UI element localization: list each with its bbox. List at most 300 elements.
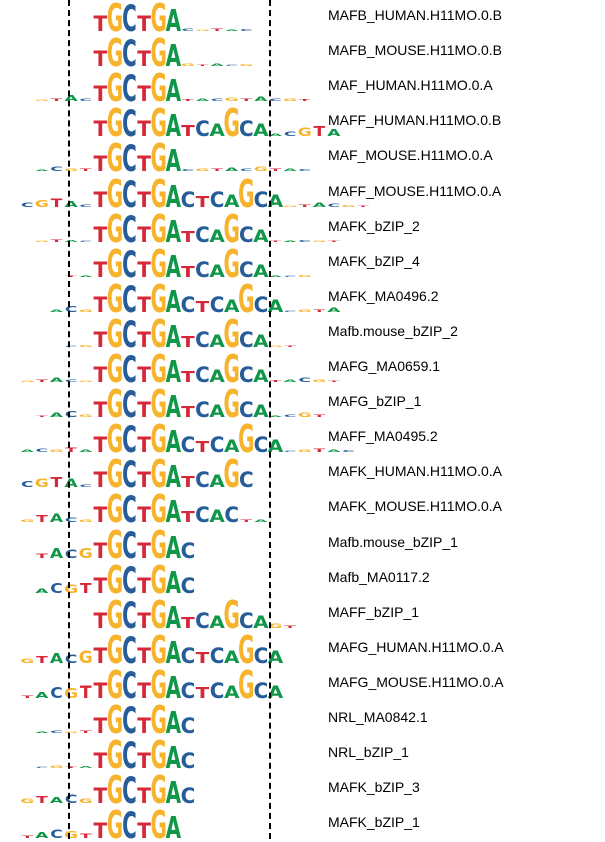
sequence-logo [0,769,330,814]
logo-letter-g: G [238,628,255,673]
logo-letter-c: C [195,222,210,247]
motif-label: Mafb.mouse_bZIP_2 [328,322,458,339]
logo-letter-t: T [181,403,195,422]
logo-letter-g: G [150,67,167,112]
motif-label: NRL_MA0842.1 [328,709,428,725]
logo-letter-a: A [79,274,93,278]
logo-letter-a: A [165,319,182,356]
logo-letter-c: C [253,643,269,668]
logo-letter-c: C [210,98,224,102]
logo-letter-a: A [165,3,182,40]
logo-letter-a: A [165,389,182,426]
logo-letter-c: C [253,432,269,458]
logo-letter-t: T [195,192,210,211]
logo-letter-t: T [328,380,340,383]
logo-letter-c: C [283,450,297,453]
logo-letter-t: T [298,99,311,102]
logo-letter-g: G [106,242,124,287]
logo-letter-g: G [150,488,167,533]
logo-letter-a: A [209,507,225,528]
logo-letter-t: T [93,151,108,177]
sequence-logo [0,207,340,252]
logo-letter-t: T [93,362,108,388]
logo-letter-g: G [223,593,240,638]
logo-letter-a: A [283,378,297,383]
logo-letter-c: C [64,379,78,383]
logo-letter-a: A [49,411,64,419]
sequence-logo [0,383,330,428]
logo-letter-t: T [93,11,108,37]
logo-letter-t: T [79,580,92,597]
logo-letter-g: G [312,379,327,383]
logo-letter-c: C [298,376,311,384]
logo-letter-c: C [122,699,137,742]
logo-letter-c: C [122,278,137,321]
logo-letter-a: A [79,449,93,453]
logo-letter-g: G [268,622,283,630]
logo-letter-c: C [122,313,137,356]
logo-letter-t: T [93,783,108,809]
logo-letter-g: G [150,804,167,842]
logo-letter-t: T [240,97,253,103]
logo-letter-a: A [35,691,49,701]
logo-letter-t: T [93,538,108,563]
motif-label: NRL_bZIP_1 [328,744,409,761]
logo-letter-t: T [328,239,340,243]
logo-letter-c: C [180,713,196,739]
sequence-logo [0,348,340,393]
logo-letter-g: G [150,242,167,287]
logo-letter-c: C [64,410,78,420]
logo-letter-a: A [165,73,182,110]
logo-letter-a: A [165,144,182,180]
logo-letter-g: G [78,647,93,668]
logo-letter-g: G [106,664,124,708]
motif-row [0,453,605,498]
logo-letter-a: A [253,261,269,282]
logo-letter-g: G [150,32,167,77]
logo-letter-c: C [122,488,137,532]
logo-letter-c: C [122,664,137,707]
logo-letter-c: C [180,678,196,704]
logo-letter-g: G [106,102,124,147]
logo-letter-a: A [253,612,269,633]
logo-letter-g: G [106,488,124,533]
logo-letter-g: G [106,32,124,77]
logo-letter-a: A [165,705,182,742]
motif-row [0,242,605,287]
logo-letter-a: A [49,376,64,384]
motif-label: MAFG_MOUSE.H11MO.0.A [328,673,504,690]
logo-letter-t: T [93,713,108,739]
logo-letter-g: G [106,277,124,322]
logo-letter-a: A [165,530,182,566]
logo-letter-c: C [64,516,78,524]
motif-row [0,207,605,252]
sequence-logo [0,0,330,42]
logo-letter-t: T [137,327,151,353]
logo-letter-a: A [267,437,284,457]
logo-letter-c: C [50,580,63,597]
logo-letter-c: C [181,27,195,32]
logo-letter-g: G [150,699,167,744]
logo-letter-c: C [283,130,297,138]
logo-letter-t: T [137,362,151,388]
sequence-logo [0,734,330,779]
logo-letter-g: G [20,657,35,665]
logo-letter-g: G [150,102,167,147]
logo-letter-c: C [195,327,210,353]
logo-letter-g: G [106,418,124,463]
logo-letter-c: C [122,208,137,251]
logo-letter-t: T [93,432,108,458]
left-alignment-line [68,0,70,839]
sequence-logo [0,628,330,673]
motif-label: MAFG_bZIP_1 [328,393,422,410]
logo-letter-c: C [283,310,297,313]
logo-letter-g: G [78,797,93,805]
motif-label: MAFK_bZIP_2 [328,217,420,234]
logo-letter-g: G [106,628,124,673]
logo-letter-a: A [223,683,240,703]
logo-letter-a: A [209,121,225,141]
logo-letter-a: A [253,402,269,422]
logo-letter-c: C [298,169,311,172]
logo-letter-g: G [78,413,93,419]
logo-letter-t: T [65,274,77,278]
logo-letter-g: G [106,383,124,428]
logo-letter-c: C [64,305,78,315]
logo-letter-g: G [106,0,124,42]
motif-label: MAFB_HUMAN.H11MO.0.B [328,7,502,23]
logo-letter-g: G [34,198,49,210]
logo-letter-a: A [165,424,182,461]
logo-letter-c: C [21,201,34,208]
logo-letter-g: G [150,313,167,357]
logo-letter-a: A [223,648,240,668]
logo-letter-c: C [180,432,196,458]
logo-letter-g: G [150,628,167,673]
logo-letter-a: A [165,565,182,601]
logo-letter-c: C [122,102,137,145]
logo-letter-a: A [267,191,284,212]
logo-letter-t: T [50,197,63,210]
logo-letter-a: A [209,402,225,422]
sequence-logo [0,804,330,842]
logo-letter-a: A [268,274,283,278]
logo-letter-a: A [165,670,182,707]
logo-letter-c: C [209,432,225,458]
logo-letter-a: A [223,297,240,317]
logo-letter-a: A [49,545,64,561]
logo-letter-g: G [180,63,195,67]
logo-letter-c: C [209,678,225,704]
logo-letter-g: G [297,448,312,454]
logo-letter-c: C [50,683,63,702]
logo-letter-g: G [268,345,283,348]
motif-label: MAFK_bZIP_4 [328,252,420,269]
logo-letter-t: T [181,473,195,492]
logo-letter-g: G [106,137,124,182]
sequence-logo [0,664,330,708]
logo-letter-c: C [79,483,92,489]
logo-letter-c: C [180,292,196,317]
motif-row [0,137,605,182]
logo-letter-t: T [284,345,296,348]
logo-letter-t: T [36,654,48,666]
logo-letter-t: T [269,379,282,383]
logo-letter-t: T [137,608,151,633]
logo-letter-c: C [180,643,196,668]
logo-letter-c: C [64,345,78,348]
motif-label: MAFK_MA0496.2 [328,287,439,304]
motif-row [0,558,605,603]
logo-letter-g: G [49,448,64,454]
logo-letter-a: A [49,650,64,667]
motif-label: MAFK_bZIP_1 [328,814,420,831]
logo-letter-c: C [342,450,355,453]
logo-letter-c: C [269,98,282,102]
logo-letter-t: T [93,748,108,774]
logo-letter-a: A [283,239,297,243]
logo-letter-g: G [150,664,167,708]
logo-letter-c: C [283,274,297,278]
sequence-logo [0,418,355,463]
logo-letter-a: A [35,731,49,734]
logo-letter-t: T [137,292,151,317]
logo-letter-c: C [50,165,63,173]
logo-letter-g: G [312,239,327,243]
logo-letter-c: C [298,239,311,243]
logo-letter-t: T [93,502,108,528]
logo-letter-c: C [238,397,254,423]
logo-letter-t: T [313,124,326,140]
logo-letter-a: A [253,121,269,141]
logo-letter-t: T [137,222,151,247]
logo-letter-g: G [297,126,312,140]
sequence-logo [0,593,330,638]
logo-letter-t: T [181,368,195,387]
logo-letter-c: C [195,257,210,282]
logo-letter-a: A [268,415,283,418]
logo-letter-a: A [165,775,182,812]
logo-letter-g: G [238,172,255,217]
logo-letter-g: G [150,593,167,638]
logo-letter-g: G [150,277,167,322]
logo-letter-t: T [181,508,195,527]
logo-letter-g: G [150,453,167,498]
logo-letter-t: T [211,168,223,173]
motif-row [0,102,605,147]
motif-row [0,67,605,112]
logo-letter-t: T [284,624,296,629]
motif-row [0,313,605,357]
logo-letter-t: T [50,97,63,103]
logo-letter-c: C [209,292,225,317]
logo-letter-g: G [106,313,124,357]
motif-row [0,172,605,217]
logo-letter-g: G [238,277,255,322]
sequence-logo [0,277,341,322]
sequence-logo [0,242,330,287]
logo-letter-a: A [79,766,93,769]
logo-letter-c: C [240,167,253,173]
logo-letter-t: T [313,414,326,418]
logo-letter-a: A [253,226,269,247]
logo-letter-g: G [150,523,167,568]
logo-letter-c: C [122,594,137,637]
logo-letter-g: G [106,453,124,498]
logo-letter-t: T [79,730,92,734]
logo-letter-t: T [79,682,92,703]
logo-letter-g: G [64,685,79,702]
motif-label: MAFF_HUMAN.H11MO.0.B [328,112,502,129]
sequence-logo [0,172,369,217]
logo-letter-t: T [137,502,151,528]
logo-letter-g: G [223,383,240,428]
logo-letter-a: A [165,179,182,215]
logo-letter-c: C [50,828,63,842]
motif-label: MAFG_HUMAN.H11MO.0.A [328,638,504,655]
logo-letter-a: A [312,201,326,208]
logo-letter-a: A [165,109,182,145]
motif-label: MAFG_MA0659.1 [328,358,441,374]
logo-letter-a: A [254,95,268,103]
logo-letter-g: G [150,207,167,252]
logo-letter-t: T [137,573,151,598]
motif-row [0,277,605,322]
logo-letter-a: A [195,97,210,103]
logo-letter-t: T [357,204,369,207]
logo-letter-g: G [106,593,124,638]
logo-letter-t: T [93,81,108,107]
logo-letter-g: G [34,99,49,102]
logo-letter-t: T [181,227,195,246]
sequence-logo [0,699,330,744]
logo-letter-g: G [223,207,240,252]
motif-label: MAFF_MA0495.2 [328,428,438,445]
logo-letter-c: C [195,608,210,633]
logo-letter-a: A [165,635,182,672]
sequence-logo [0,488,330,533]
logo-letter-c: C [180,538,196,563]
logo-letter-c: C [209,187,225,212]
logo-letter-a: A [20,449,34,453]
logo-letter-a: A [165,38,182,75]
logo-letter-t: T [93,292,108,317]
logo-letter-a: A [209,332,225,352]
motif-row [0,383,605,428]
logo-letter-g: G [297,274,312,278]
logo-letter-t: T [36,552,48,559]
logo-letter-t: T [50,238,63,243]
logo-letter-g: G [34,239,49,243]
logo-letter-g: G [223,453,240,498]
logo-letter-g: G [106,734,124,779]
logo-letter-a: A [165,460,182,496]
logo-letter-a: A [35,587,49,594]
logo-letter-a: A [268,133,283,138]
motif-label: MAF_HUMAN.H11MO.0.A [328,77,493,94]
logo-letter-g: G [64,583,79,596]
logo-letter-c: C [240,28,253,32]
logo-letter-a: A [165,249,182,285]
logo-letter-t: T [65,446,77,454]
logo-letter-t: T [93,608,108,633]
logo-letter-c: C [122,348,137,391]
sequence-logo [0,558,330,603]
logo-letter-t: T [298,203,311,208]
logo-letter-a: A [64,477,78,491]
logo-letter-a: A [267,648,284,668]
logo-letter-c: C [122,629,137,672]
logo-letter-t: T [137,81,151,107]
motif-row [0,418,605,463]
logo-letter-a: A [49,308,64,313]
logo-letter-a: A [283,167,297,173]
motif-label: MAFF_bZIP_1 [328,603,420,620]
motif-label: MAFK_HUMAN.H11MO.0.A [328,463,502,480]
logo-letter-c: C [253,678,269,704]
motif-row [0,804,605,842]
logo-letter-a: A [64,200,78,209]
logo-letter-g: G [150,172,167,217]
logo-letter-c: C [122,32,137,75]
logo-letter-t: T [137,818,151,842]
logo-letter-c: C [181,169,195,172]
logo-letter-g: G [78,518,93,524]
motif-row [0,664,605,708]
logo-letter-t: T [181,262,195,281]
logo-letter-c: C [64,548,78,561]
sequence-logo [0,32,330,77]
motif-label: MAFK_MOUSE.H11MO.0.A [328,498,503,515]
logo-letter-g: G [78,545,93,561]
logo-letter-a: A [209,261,225,282]
motif-row [0,699,605,744]
logo-letter-t: T [137,783,151,809]
logo-letter-c: C [122,453,137,496]
sequence-logo [0,453,330,498]
logo-letter-g: G [283,97,298,103]
motif-row [0,628,605,673]
logo-letter-t: T [137,187,151,212]
logo-letter-a: A [165,284,182,321]
logo-letter-c: C [50,729,63,734]
motif-row [0,348,605,393]
logo-letter-c: C [209,643,225,668]
logo-letter-a: A [165,740,182,777]
motif-row [0,523,605,568]
logo-letter-c: C [327,202,341,208]
logo-letter-c: C [238,222,254,247]
logo-letter-t: T [269,239,282,243]
logo-letter-a: A [209,472,225,492]
logo-letter-t: T [313,447,326,454]
logo-letter-t: T [240,519,253,524]
logo-letter-c: C [79,203,92,208]
logo-letter-c: C [122,173,137,216]
logo-letter-a: A [209,612,225,633]
logo-letter-g: G [297,411,312,419]
logo-letter-g: G [150,769,167,814]
logo-letter-t: T [137,538,151,563]
logo-letter-c: C [253,187,269,212]
logo-letter-t: T [195,649,210,668]
logo-letter-a: A [327,127,341,140]
right-alignment-line [269,0,271,839]
logo-letter-a: A [165,495,182,531]
